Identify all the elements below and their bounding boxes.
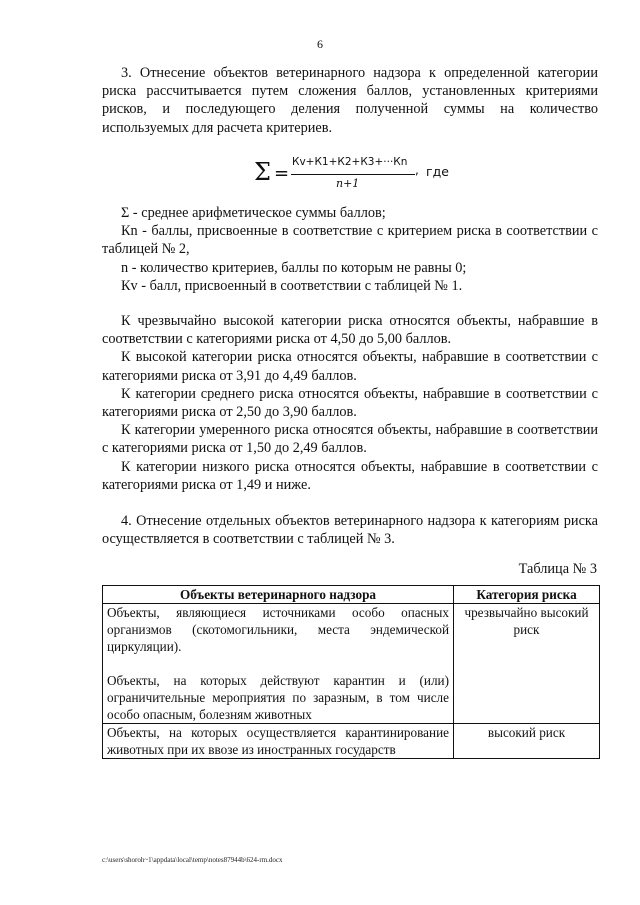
- category-cell: чрезвычайно высокий риск: [454, 604, 600, 724]
- risk-table: [102, 585, 600, 759]
- footer-file-path: c:\users\shoroh~1\appdata\local\temp\notes87944b\624-rm.docx: [102, 856, 283, 864]
- formula-sigma: Σ: [254, 158, 271, 186]
- header-objects: Объекты ветеринарного надзора: [103, 586, 454, 604]
- formula-equals: =: [274, 163, 290, 184]
- formula-fraction-bar: [291, 174, 415, 175]
- page-number: 6: [317, 37, 323, 51]
- category-paragraph: К категории умеренного риска относятся объекты, набравшие в соответствии с категориями риска от 1,50 до 2,49 баллов.: [102, 422, 598, 457]
- objects-cell: [103, 724, 454, 759]
- table-caption: Таблица № 3: [518, 561, 597, 577]
- definition-item: Σ - среднее арифметическое суммы баллов;: [121, 205, 386, 221]
- objects-cell: [103, 604, 454, 724]
- object-text: Объекты, являющиеся источниками особо опасных организмов (скотомогильники, места эндемической циркуляции).: [107, 605, 449, 654]
- category-paragraph: К высокой категории риска относятся объекты, набравшие в соответствии с категориями риска от 3,91 до 4,49 баллов.: [102, 349, 598, 384]
- object-text: Объекты, на которых осуществляется карантинирование животных при их ввозе из иностранных государств: [107, 725, 449, 757]
- category-paragraph: К чрезвычайно высокой категории риска относятся объекты, набравшие в соответствии с категориями риска от 4,50 до 5,00 баллов.: [102, 313, 598, 348]
- formula-numerator: Кv+К1+К2+К3+···Кn: [292, 156, 408, 168]
- category-cell: высокий риск: [454, 724, 600, 759]
- risk-formula: [254, 152, 494, 192]
- section-3-paragraph: 3. Отнесение объектов ветеринарного надзора к определенной категории риска рассчитывается путем сложения баллов, установленных критериями рисков, и последующего деления полученной суммы на количество используемых для расчета критериев.: [102, 65, 598, 136]
- formula-comma: ,: [415, 163, 419, 177]
- formula-denominator: n+1: [336, 177, 360, 190]
- section-3: [102, 64, 598, 137]
- object-text: Объекты, на которых действуют карантин и (или) ограничительные мероприятия по заразным, в том числе особо опасным, болезням животных: [107, 673, 449, 722]
- formula-definitions: [102, 204, 598, 295]
- table-row: [103, 724, 600, 759]
- table-header-row: [103, 586, 600, 604]
- header-category: Категория риска: [454, 586, 600, 604]
- definition-item: Кv - балл, присвоенный в соответствии с таблицей № 1.: [121, 277, 463, 294]
- formula-where: где: [426, 164, 449, 179]
- definition-item: Кn - баллы, присвоенные в соответствие с критерием риска в соответствии с таблицей № 2,: [102, 223, 598, 258]
- table-row: [103, 604, 600, 724]
- risk-categories: [102, 312, 598, 494]
- category-paragraph: К категории низкого риска относятся объекты, набравшие в соответствии с категориями риска от 1,49 и ниже.: [102, 458, 598, 493]
- section-4: [102, 512, 598, 548]
- category-paragraph: К категории среднего риска относятся объекты, набравшие в соответствии с категориями риска от 2,50 до 3,90 баллов.: [102, 385, 598, 421]
- section-4-paragraph: 4. Отнесение отдельных объектов ветеринарного надзора к категориям риска осуществляется в соответствии с таблицей № 3.: [102, 513, 598, 548]
- definition-item: n - количество критериев, баллы по которым не равны 0;: [121, 259, 467, 276]
